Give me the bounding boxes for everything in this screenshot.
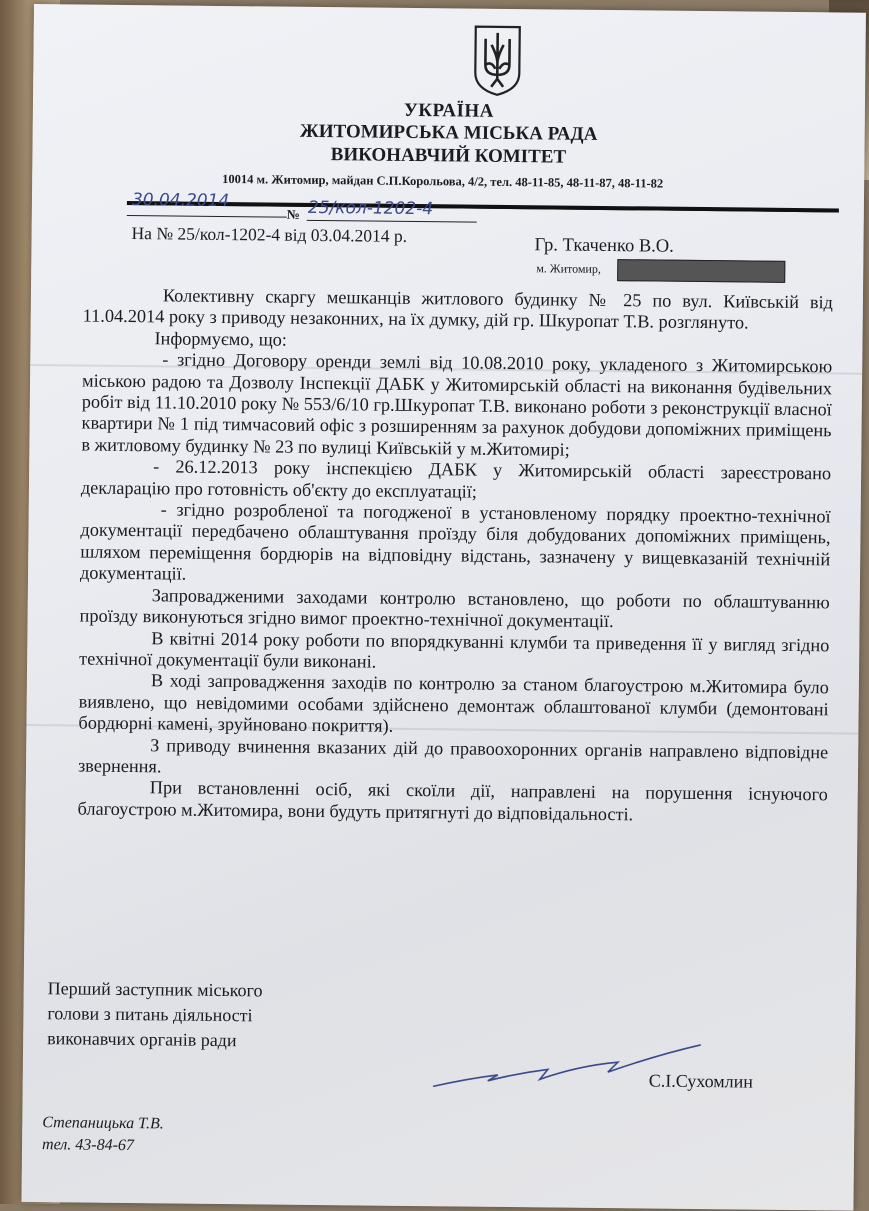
recipient-name: Гр. Ткаченко В.О. <box>534 235 674 257</box>
paragraph: При встановленні осіб, які скоїли дії, направлені на порушення існуючого благоустрою м.Житомира, вони будуть притягнуті до відповідальності. <box>77 777 828 825</box>
signatory-title-line: виконавчих органів ради <box>47 1028 237 1051</box>
signatory-title-line: Перший заступник міського <box>47 978 263 1001</box>
executor-name: Степаницька Т.В. <box>42 1114 164 1133</box>
number-underline <box>307 220 477 223</box>
letter-body <box>77 285 833 828</box>
redacted-address <box>617 259 785 283</box>
paragraph: - згідно розробленої та погодженої в установленому порядку проектно-технічної документації передбачено облаштування проїзду біля добудованих допоміжних приміщень, шляхом переміщення бордюрів на відповідну відстань, зазначену у вищевказаній технічній документації. <box>79 499 831 584</box>
letter-page <box>21 4 865 1211</box>
date-underline <box>127 215 287 218</box>
header-rule <box>127 201 839 212</box>
paragraph: Інформуємо, що: <box>154 328 288 350</box>
paragraph: В ході запровадження заходів по контролю за станом благоустрою м.Житомира було виявлено, що невідомими особами здійснено демонтаж облаштованої клумби (демонтовані бордюрні камені, зруйновано покриття). <box>78 670 829 736</box>
paragraph: Колективну скаргу мешканців житлового будинку № 25 по вул. Київській від 11.04.2014 року з приводу незаконних, на їх думку, дій гр. Шкуропат Т.В. розглянуто. <box>82 285 834 333</box>
header-address: 10014 м. Житомир, майдан С.П.Корольова, 4/2, тел. 48-11-85, 48-11-87, 48-11-82 <box>222 171 664 191</box>
handwritten-number: 25/кол-1202-4 <box>307 197 434 220</box>
signatory-title-line: голови з питань діяльності <box>47 1003 253 1026</box>
recipient-city: м. Житомир, <box>536 261 601 276</box>
header-committee: ВИКОНАВЧИЙ КОМІТЕТ <box>330 144 567 168</box>
header-country: УКРАЇНА <box>403 99 495 122</box>
handwritten-date: 30.04.2014 <box>131 190 230 212</box>
number-label: № <box>286 206 300 222</box>
signatory-title <box>47 976 263 1053</box>
executor-info <box>42 1112 164 1157</box>
paragraph: - 26.12.2013 року інспекцією ДАБК у Житомирській області зареєстровано декларацію про готовність об'єкту до експлуатації; <box>80 456 832 502</box>
trident-emblem-icon <box>469 23 526 98</box>
signatory-name: С.І.Сухомлин <box>648 1070 754 1092</box>
header-council: ЖИТОМИРСЬКА МІСЬКА РАДА <box>299 120 598 145</box>
paragraph: Запровадженими заходами контролю встановлено, що роботи по облаштуванню проїзду виконуються згідно вимог проектно-технічної документації. <box>79 584 830 632</box>
executor-phone: тел. 43-84-67 <box>41 1136 135 1155</box>
paragraph: З приводу вчинення вказаних дій до правоохоронних органів направлено відповідне звернення. <box>77 734 829 777</box>
reference-line: На № 25/кол-1202-4 від 03.04.2014 р. <box>131 223 408 246</box>
paragraph: - згідно Договору оренди землі від 10.08.2010 року, укладеного з Житомирською міською радою та Дозволу Інспекції ДАБК у Житомирській області на виконання будівельних робіт від 11.10.2010 року № 553/6/10 гр.Шкуропат Т.В. виконано роботи з реконструкції власної квартири № 1 під тимчасовий офіс з розширенням за рахунок добудови допоміжних приміщень в житловому будинку № 23 по вулиці Київській у м.Житомирі; <box>81 349 833 460</box>
paragraph: В квітні 2014 року роботи по впорядкуванні клумби та приведення її у вигляд згідно технічної документації були виконані. <box>79 627 830 672</box>
